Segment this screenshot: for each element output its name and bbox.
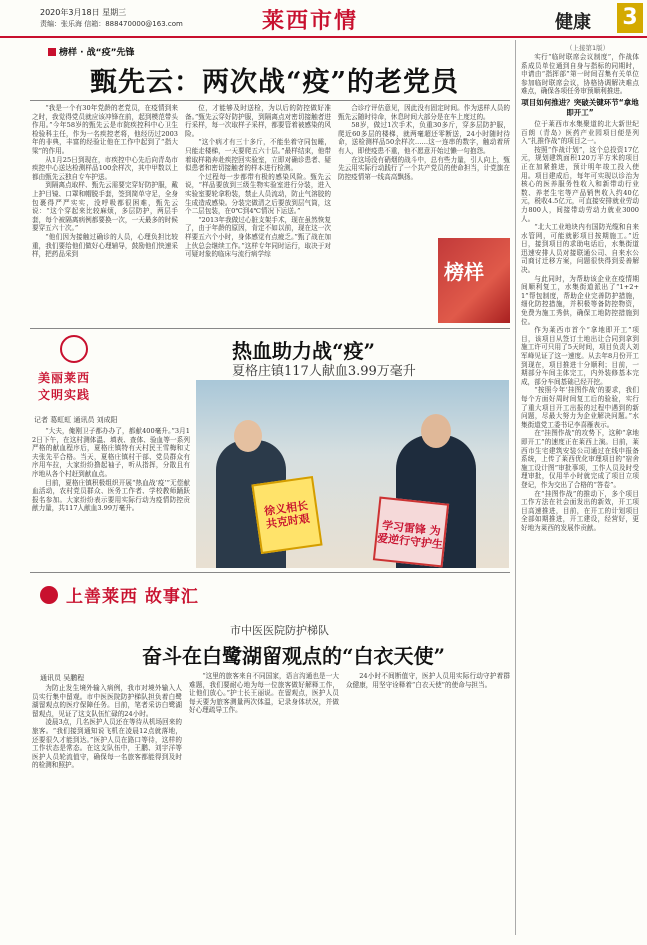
sidebar-paragraph: 位于莱西市水集聚道的北大新世纪百朗（青岛）医药产业园项目便是列入“扎推作战”的项目之一。 — [521, 119, 639, 146]
story2-paragraph: “大夫，俺刚卫子都办办了，都献400毫升。”3月12日下午，在这村测体温、填表、查体、验血等一系列严格的献血程序后，夏格庄镇特有天村民王雪梅和丈夫张先平合格。当天，夏格庄镇村干部、党员群众有序用车拉，大家纷纷撸起袖子，听从指挥，分散且有序地从各个村赶到献血点。 — [32, 427, 190, 478]
story3-paragraph: “这里的旅客来自不同国家，语言沟通也是一大难题，我们要耐心地为每一位旅客做好解释工作，让他们放心。”护士长王丽说。在留观点，医护人员每天要为旅客测量两次体温，记录身体状况，并做好心理疏导工作。 — [189, 672, 339, 715]
slogan-pillow — [373, 497, 449, 568]
story1-paragraph: 位，才能够及时送检，为以后的防控做好准备。”甄先云穿好防护服，到隔离点对密切接触者进行采样，每一次取样子采样，都要管着被感染的风险。 — [185, 104, 331, 138]
story-collection-logo — [30, 580, 220, 610]
story1-paragraph: 个过程每一步都带有极的感染风险。甄先云说，“样品要放到三级生物实验室进行分装，进入实验室要轮拿粉装，禁止人员流动，防止气溶胶的生成造成感染。分装完做清之后要放到层气筒，这个二层包装，在0℃到4℃情况下运送。” — [185, 172, 331, 216]
role-model-label: 榜样 — [444, 260, 484, 284]
blood-donation-photo — [196, 380, 509, 568]
sidebar-divider — [515, 40, 516, 935]
story1-headline: 甄先云：两次战“疫”的老党员 — [90, 67, 460, 98]
story1-paragraph: 到隔离点取样、甄先云需要完穿好防护服，戴上护目镜、口罩和帽脱手套，签到简单守足，全身包裹得严严实实，没呼吸都很困难，甄先云说：“这个穿起来比较麻烦，多层防护，两层手套，每个被隔离病例都要换一次，一天最多的时候要穿五六十次。” — [32, 181, 178, 233]
story1-kicker-text: 榜样 · 战“疫”先锋 — [59, 48, 135, 58]
logo-emblem-icon — [60, 335, 88, 363]
section-title: 健康 — [555, 12, 591, 33]
donor-face — [421, 414, 451, 448]
slogan-pillow — [251, 476, 322, 554]
story1-paragraph: “我是一个有30年党龄的老党员，在疫情到来之时，我觉得党员就应该冲锋在前，起到模范带头作用。”今年58岁的甄先云是市院疾控科中心卫生检验科主任，作为一名疾控老将，他经历过2003年的非典，丰富的经验让他在工作中起到了“指大梁”的作用。 — [32, 104, 178, 155]
story3-paragraph: 为防止发生境外输入病例，我市对境外输入人员实行集中留观。市中医医院防护梯队担负着白鹭湖留观点的医疗保障任务。目前，笔者采访白鹭湖留观点，见证了这支队伍忙碌的24小时。 — [32, 684, 182, 718]
logo-line-1: 美丽莱西 — [38, 371, 91, 385]
sidebar-paragraph: “按照今年‘挂图作战’的要求，我们每个方面好周时间复工后的验验，实行了重大项目开工出报的过程中遇到的新问题，尽最大努力为企业解决问题。”水集街道党工委书记李喜雁表示。 — [521, 386, 639, 429]
story1-column-1 — [32, 104, 178, 326]
sidebar-paragraph: 实行“临时联席会议制度”，作战体系成员单位通到自身与指标的同期时，申请由“指挥部”第一时间召集有关单位参加临时联席会议，协格协调解决难点难点，确保各项任务审预顺利推进。 — [521, 53, 639, 96]
story3-column-2 — [189, 672, 339, 934]
story1-paragraph: “这个病才有三十多斤，不能坐着守同包睡，只能走楼梯，一天要爬五六十层。”最样结束，他带着取样箱奔赴疾控回实验室，立即对确诊患者、疑似患者和密切接触者的样本进行检测。 — [185, 138, 331, 173]
continued-note: （上接第1版） — [566, 44, 610, 52]
headline-rule — [30, 100, 510, 101]
sidebar-paragraph: 作为莱西市首个“拿地即开工”项目，该项目从签订土地出让合同到拿到施工许可只用了5天时间，项目负责人刘军峰见证了这一速度。从去年8月份开工到现在，项目推进十分顺利；目前，一期部分车间主体完工，内外装修基本完成，部分车间基础已经开挖。 — [521, 326, 639, 386]
story1-column-3 — [338, 104, 510, 234]
masthead-rule — [0, 36, 647, 38]
issue-date: 2020年3月18日 星期三 — [40, 8, 127, 17]
sidebar-heading: 项目如何推进？突破关键环节“拿地即开工” — [521, 97, 639, 117]
story3-paragraph: 24小时不间断值守，医护人员用实际行动守护着群众健康，用坚守诠释着“白衣天使”的使命与担当。 — [346, 672, 510, 689]
section-divider — [30, 328, 510, 329]
story2-subheadline: 夏格庄镇117人献血3.99万毫升 — [232, 364, 416, 379]
editor-line: 责编：张乐海 信箱：888470000@163.com — [40, 20, 183, 28]
sidebar-column — [521, 53, 639, 935]
page-number-badge: 3 — [617, 3, 643, 33]
sidebar-paragraph: 在“挂图作战”的推动下，多个项目工作方法在社会面发出的新效，开工项目高速推进，目前，在开工的计划项目全部如期推进，开工建设，经营好，更好地为莱西的发展作贡献。 — [521, 489, 639, 532]
story2-column — [32, 427, 190, 569]
story1-column-2 — [185, 104, 331, 326]
story1-kicker — [48, 45, 135, 58]
sidebar-paragraph: 按照“作战计划”，这个总投资17亿元，规划建筑面积120万平方米的项目正在加紧推进，预计明年竣工投入使用。项目建成后，每年可实现以诊治为核心的医养服务性收入和新带动行业数、养老生宅等产品销售收入约40亿元，税收4.5亿元，可直接安排就业劳动力800人，间接带动劳动力就业3000人。 — [521, 145, 639, 223]
logo-line-2: 文明实践 — [38, 388, 91, 402]
story1-paragraph: 58岁，做过1次手术，负重30多斤，穿多层防护服，爬近60多层的楼梯，就两毫超还零断送，24小时随时待命，送检测样品50余样次……这一连串的数字，触动着所有人，即使疫患不重，他不愿意开始过懒一句抱怨。 — [338, 121, 510, 155]
sidebar-paragraph: 与此同时，为帮助该企业在疫情期间顺利复工，水集街道派出了“1+2+1”帮包制度，帮助企业完善防护措施，细化防控措施，并积极等备防控物资，免费为施工秀供，确保工地防控措施到位。 — [521, 274, 639, 326]
story-collection-title: 上善莱西 故事汇 — [66, 587, 199, 607]
story2-byline: 记者 葛虹虹 通讯员 刘成阳 — [34, 416, 118, 424]
sidebar-paragraph: “北大工业地块内有国防光缆和自来水管网，可能就影项目按期施工。”近日，接到项目的求助电话后，水集街道迅速安排人员对接联通公司、自来水公司商讨迁移方案，问题很快得到妥善解决。 — [521, 223, 639, 275]
section-divider — [30, 572, 510, 573]
story1-paragraph: 从1月25日到现在，市疾控中心先后向青岛市疾控中心送达检测样品100余样次，其中甲数以上都由甄先云独自专车护送。 — [32, 155, 178, 181]
square-bullet-icon — [48, 48, 56, 56]
story2-headline: 热血助力战“疫” — [232, 339, 376, 363]
story3-column-1 — [32, 684, 182, 934]
pillow-slogan-text: 徐义相长 共克时艰 — [263, 499, 311, 531]
story1-paragraph: “他们因为接触过确诊的人员，心理负担比较重，我们要给他们做好心理辅导，鼓励他们快速采样，把药品采到 — [32, 232, 178, 259]
story3-column-3 — [346, 672, 510, 934]
story1-paragraph: 在这场没有硝烟的战斗中，总有些力量，引人向上，甄先云用实际行动践行了一个共产党员的使命担当，计党旗在防控疫情第一线高高飘扬。 — [338, 155, 510, 181]
logo-dot-icon — [40, 586, 58, 604]
role-model-badge-image — [438, 238, 510, 323]
story3-byline: 通讯员 吴鹏程 — [40, 674, 85, 682]
donor-face — [234, 420, 262, 452]
story3-paragraph: 凌晨3点，几名医护人员还在等待从机场回来的旅客。“我们接到通知说飞机在凌晨12点就落地，还要很久才能到达。”医护人员在路口等待，这样的工作状态是常态。在这支队伍中，王鹏、刘宇洋等医护人员轮流值守，确保每一名旅客都能得到及时的检测和照护。 — [32, 718, 182, 770]
story1-paragraph: 合诊疗评估意见，因此没有固定时间。作为送样人员的甄先云随时待命，休息时间大部分是在车上度过的。 — [338, 104, 510, 121]
story3-kicker: 市中医医院防护梯队 — [230, 624, 329, 637]
civilization-practice-logo — [30, 333, 130, 408]
story2-paragraph: 目前，夏格庄镇积极组织开展“热血战‘疫’”无偿献血活动，农村党员群众、医务工作者、学校教师踊跃报名参加。大家纷纷表示要用实际行动为疫情防控贡献力量，共117人献血3.99万毫升。 — [32, 478, 190, 513]
pillow-slogan-text: 学习雷锋 为爱逆行守护生 — [376, 518, 444, 552]
newspaper-brand: 莱西市情 — [262, 8, 359, 34]
story3-headline: 奋斗在白鹭湖留观点的“白衣天使” — [142, 644, 446, 668]
story1-paragraph: “2013年我做过心脏支架手术，现在虽然恢复了，由于年龄的原因，肯定不如以前，现在这一次样要五六个小时，身体感觉有点疲乏。”甄了战在加上伙总会继续工作。”这样专年同时运行，取决于对可疑对象的临床与流行病学综 — [185, 215, 331, 259]
sidebar-paragraph: 在“挂图作战”的攻势下，这种“拿地即开工”的速度正在莱西上演。目前，莱西市生宅建筑安装公司通过在线申报备系统，上传了莱西优化审理项目的“宿舍施工设计图”审批事项，工作人员及时受理审批，仅用半小时就完成了项目立项登记，作为交出了合格的“答卷”。 — [521, 429, 639, 489]
